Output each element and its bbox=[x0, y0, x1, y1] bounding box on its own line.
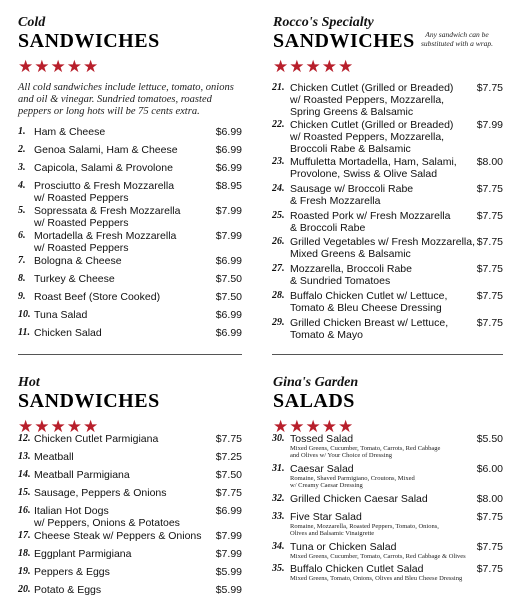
item-number: 16. bbox=[18, 505, 31, 516]
item-name: Meatball bbox=[34, 451, 74, 463]
item-name: Grilled Vegetables w/ Fresh Mozzarella, Mixed Greens & Balsamic bbox=[290, 236, 475, 260]
item-name: Muffuletta Mortadella, Ham, Salami, Provolone, Swiss & Olive Salad bbox=[290, 156, 457, 180]
item-price: $8.00 bbox=[476, 493, 503, 505]
divider-left bbox=[18, 354, 242, 355]
item-number: 29. bbox=[272, 317, 285, 328]
specialty-rating-stars: ★★★★★ bbox=[273, 57, 355, 76]
item-name: Cheese Steak w/ Peppers & Onions bbox=[34, 530, 202, 542]
salads-title: SALADS bbox=[273, 390, 355, 412]
item-number: 8. bbox=[18, 273, 26, 284]
item-price: $8.95 bbox=[215, 180, 242, 192]
item-name: Chicken Salad bbox=[34, 327, 102, 339]
item-number: 9. bbox=[18, 291, 26, 302]
item-price: $6.99 bbox=[215, 144, 242, 156]
item-name: Mortadella & Fresh Mozzarella w/ Roasted Peppers bbox=[34, 230, 177, 254]
item-name: Five Star Salad Romaine, Mozzarella, Roasted Peppers, Tomato, Onions, Olives and Balsamic Vinaigrette bbox=[290, 511, 439, 537]
item-number: 32. bbox=[272, 493, 285, 504]
item-name: Roast Beef (Store Cooked) bbox=[34, 291, 161, 303]
item-number: 18. bbox=[18, 548, 31, 559]
item-price: $5.50 bbox=[476, 433, 503, 445]
item-price: $7.50 bbox=[215, 291, 242, 303]
item-description: Mixed Greens, Cucumber, Tomato, Carrots, Red Cabbage and Olives w/ Your Choice of Dressing bbox=[290, 445, 441, 459]
item-price: $6.99 bbox=[215, 327, 242, 339]
item-price: $7.75 bbox=[476, 563, 503, 575]
item-description: Mixed Greens, Cucumber, Tomato, Carrots, Red Cabbage & Olives bbox=[290, 553, 466, 560]
hot-kicker: Hot bbox=[18, 375, 40, 390]
item-price: $7.75 bbox=[215, 433, 242, 445]
item-number: 1. bbox=[18, 126, 26, 137]
item-number: 21. bbox=[272, 82, 285, 93]
item-name: Grilled Chicken Breast w/ Lettuce, Tomato & Mayo bbox=[290, 317, 449, 341]
item-name: Peppers & Eggs bbox=[34, 566, 110, 578]
item-number: 17. bbox=[18, 530, 31, 541]
item-description: Romaine, Shaved Parmigiano, Croutons, Mixed w/ Creamy Caesar Dressing bbox=[290, 475, 415, 489]
item-number: 26. bbox=[272, 236, 285, 247]
item-name: Chicken Cutlet Parmigiana bbox=[34, 433, 159, 445]
item-name: Sopressata & Fresh Mozzarella w/ Roasted Peppers bbox=[34, 205, 181, 229]
item-name: Sausage w/ Broccoli Rabe & Fresh Mozzarella bbox=[290, 183, 414, 207]
item-number: 13. bbox=[18, 451, 31, 462]
item-name: Caesar Salad Romaine, Shaved Parmigiano, Croutons, Mixed w/ Creamy Caesar Dressing bbox=[290, 463, 415, 489]
cold-intro: All cold sandwiches include lettuce, tomato, onions and oil & vinegar. Sundried tomatoes, roasted peppers or long hots will be 75 cents extra. bbox=[18, 82, 234, 117]
item-price: $6.99 bbox=[215, 126, 242, 138]
item-price: $7.75 bbox=[476, 541, 503, 553]
item-number: 31. bbox=[272, 463, 285, 474]
cold-sandwiches-section bbox=[18, 16, 242, 118]
cold-rating-stars: ★★★★★ bbox=[18, 57, 100, 76]
item-price: $7.25 bbox=[215, 451, 242, 463]
item-price: $6.99 bbox=[215, 505, 242, 517]
item-name: Ham & Cheese bbox=[34, 126, 106, 138]
item-number: 15. bbox=[18, 487, 31, 498]
hot-sandwiches-section bbox=[18, 376, 242, 436]
item-number: 30. bbox=[272, 433, 285, 444]
salads-section bbox=[273, 376, 503, 436]
cold-kicker: Cold bbox=[18, 15, 46, 30]
item-number: 3. bbox=[18, 162, 26, 173]
specialty-kicker: Rocco's Specialty bbox=[273, 15, 374, 30]
cold-title: SANDWICHES bbox=[18, 30, 160, 52]
item-price: $5.99 bbox=[215, 566, 242, 578]
item-number: 6. bbox=[18, 230, 26, 241]
item-name: Tossed Salad Mixed Greens, Cucumber, Tomato, Carrots, Red Cabbage and Olives w/ Your Choice of Dressing bbox=[290, 433, 441, 459]
item-number: 35. bbox=[272, 563, 285, 574]
item-name: Bologna & Cheese bbox=[34, 255, 122, 267]
hot-title: SANDWICHES bbox=[18, 390, 160, 412]
item-name: Italian Hot Dogs w/ Peppers, Onions & Potatoes bbox=[34, 505, 180, 529]
item-price: $7.75 bbox=[476, 263, 503, 275]
item-price: $7.75 bbox=[476, 82, 503, 94]
item-price: $6.00 bbox=[476, 463, 503, 475]
item-description: Romaine, Mozzarella, Roasted Peppers, Tomato, Onions, Olives and Balsamic Vinaigrette bbox=[290, 523, 439, 537]
item-name: Chicken Cutlet (Grilled or Breaded) w/ Roasted Peppers, Mozzarella, Broccoli Rabe & Balsamic bbox=[290, 119, 454, 155]
item-price: $7.75 bbox=[215, 487, 242, 499]
salads-kicker: Gina's Garden bbox=[273, 375, 359, 390]
item-number: 4. bbox=[18, 180, 26, 191]
item-price: $5.99 bbox=[215, 584, 242, 596]
item-number: 34. bbox=[272, 541, 285, 552]
wrap-substitution-note: Any sandwich can be substituted with a wrap. bbox=[420, 30, 494, 48]
item-name: Capicola, Salami & Provolone bbox=[34, 162, 173, 174]
item-number: 28. bbox=[272, 290, 285, 301]
specialty-title: SANDWICHES bbox=[273, 30, 415, 52]
item-price: $6.99 bbox=[215, 162, 242, 174]
item-number: 14. bbox=[18, 469, 31, 480]
item-price: $7.75 bbox=[476, 183, 503, 195]
item-name: Roasted Pork w/ Fresh Mozzarella & Broccoli Rabe bbox=[290, 210, 451, 234]
item-number: 5. bbox=[18, 205, 26, 216]
item-price: $6.99 bbox=[215, 309, 242, 321]
item-name: Buffalo Chicken Cutlet w/ Lettuce, Tomato & Bleu Cheese Dressing bbox=[290, 290, 448, 314]
item-name: Turkey & Cheese bbox=[34, 273, 115, 285]
item-name: Eggplant Parmigiana bbox=[34, 548, 132, 560]
item-number: 20. bbox=[18, 584, 31, 595]
item-name: Chicken Cutlet (Grilled or Breaded) w/ Roasted Peppers, Mozzarella, Spring Greens & Balsamic bbox=[290, 82, 454, 118]
item-price: $7.99 bbox=[476, 119, 503, 131]
item-price: $7.99 bbox=[215, 230, 242, 242]
item-price: $7.99 bbox=[215, 205, 242, 217]
item-price: $7.75 bbox=[476, 236, 503, 248]
item-price: $7.75 bbox=[476, 210, 503, 222]
item-name: Prosciutto & Fresh Mozzarella w/ Roasted Peppers bbox=[34, 180, 175, 204]
item-price: $7.50 bbox=[215, 273, 242, 285]
item-number: 27. bbox=[272, 263, 285, 274]
item-name: Genoa Salami, Ham & Cheese bbox=[34, 144, 178, 156]
divider-right bbox=[272, 354, 503, 355]
salads-rating-stars: ★★★★★ bbox=[273, 417, 355, 436]
item-name: Meatball Parmigiana bbox=[34, 469, 130, 481]
item-price: $8.00 bbox=[476, 156, 503, 168]
item-name: Sausage, Peppers & Onions bbox=[34, 487, 167, 499]
item-price: $7.75 bbox=[476, 290, 503, 302]
item-price: $7.99 bbox=[215, 530, 242, 542]
item-number: 23. bbox=[272, 156, 285, 167]
item-name: Grilled Chicken Caesar Salad bbox=[290, 493, 428, 505]
item-number: 19. bbox=[18, 566, 31, 577]
item-name: Buffalo Chicken Cutlet Salad Mixed Greens, Tomato, Onions, Olives and Bleu Cheese Dressing bbox=[290, 563, 463, 582]
item-number: 25. bbox=[272, 210, 285, 221]
item-number: 24. bbox=[272, 183, 285, 194]
item-price: $7.75 bbox=[476, 511, 503, 523]
hot-rating-stars: ★★★★★ bbox=[18, 417, 100, 436]
item-price: $7.75 bbox=[476, 317, 503, 329]
item-number: 2. bbox=[18, 144, 26, 155]
item-name: Tuna Salad bbox=[34, 309, 88, 321]
item-name: Mozzarella, Broccoli Rabe & Sundried Tomatoes bbox=[290, 263, 412, 287]
item-number: 22. bbox=[272, 119, 285, 130]
item-description: Mixed Greens, Tomato, Onions, Olives and Bleu Cheese Dressing bbox=[290, 575, 463, 582]
item-number: 7. bbox=[18, 255, 26, 266]
item-number: 10. bbox=[18, 309, 31, 320]
item-price: $6.99 bbox=[215, 255, 242, 267]
item-name: Tuna or Chicken Salad Mixed Greens, Cucumber, Tomato, Carrots, Red Cabbage & Olives bbox=[290, 541, 466, 560]
item-name: Potato & Eggs bbox=[34, 584, 102, 596]
item-number: 33. bbox=[272, 511, 285, 522]
item-price: $7.50 bbox=[215, 469, 242, 481]
item-price: $7.99 bbox=[215, 548, 242, 560]
item-number: 12. bbox=[18, 433, 31, 444]
item-number: 11. bbox=[18, 327, 30, 338]
